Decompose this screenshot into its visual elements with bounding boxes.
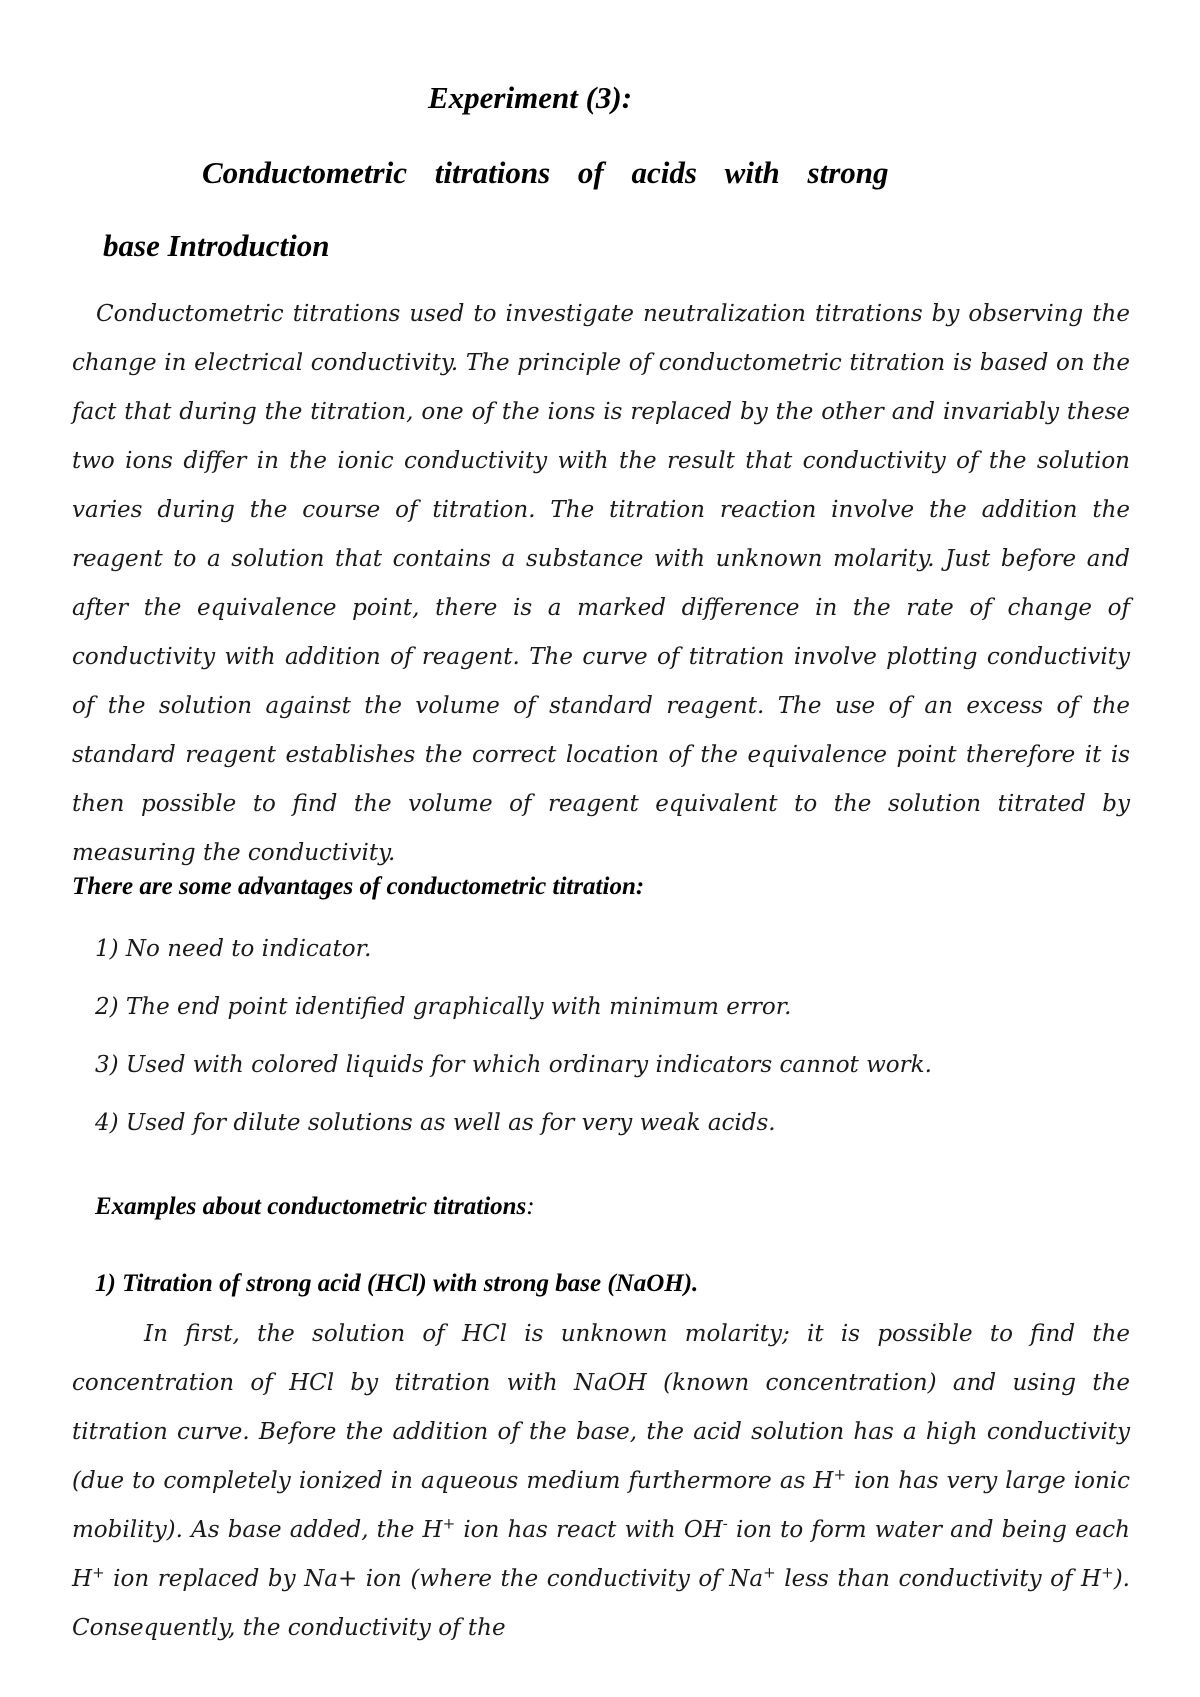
list-item: 4) Used for dilute solutions as well as for very weak acids. — [95, 1110, 776, 1136]
superscript: + — [1101, 1563, 1114, 1582]
paragraph-text: ion has react with OH — [455, 1517, 723, 1543]
superscript: + — [763, 1563, 776, 1582]
paragraph-text: In first, the solution of HCl is unknown molarity; it is possible to find the concentration of HCl by titration with NaOH (known concentration) and using the titration curve. Before the addition of the base, the acid solution has a high conductivity (due to completely ionized in aqueous medium furthermore as H — [72, 1321, 1130, 1494]
intro-paragraph: Conductometric titrations used to investigate neutralization titrations by observing the change in electrical conductivity. The principle of conductometric titration is based on the fact that during the titration, one of the ions is replaced by the other and invariably these two ions differ in the ionic conductivity with the result that conductivity of the solution varies during the course of titration. The titration reaction involve the addition the reagent to a solution that contains a substance with unknown molarity. Just before and after the equivalence point, there is a marked difference in the rate of change of conductivity with addition of reagent. The curve of titration involve plotting conductivity of the solution against the volume of standard reagent. The use of an excess of the standard reagent establishes the correct location of the equivalence point therefore it is then possible to find the volume of reagent equivalent to the solution titrated by measuring the conductivity. — [72, 301, 1130, 866]
examples-heading — [95, 1193, 535, 1221]
paragraph-text: ion has very large ionic mobility). As base added, the H — [72, 1468, 1130, 1543]
list-item: 1) No need to indicator. — [95, 936, 372, 962]
paragraph-text: ion replaced by Na+ ion (where the conductivity of Na — [104, 1566, 764, 1592]
title-heading: Conductometric titrations of acids with strong — [202, 155, 889, 190]
advantages-heading: There are some advantages of conductometric titration: — [72, 873, 645, 900]
title-continuation-heading: base Introduction — [103, 228, 330, 263]
superscript: + — [833, 1465, 847, 1484]
example-1-paragraph — [72, 1310, 1130, 1653]
list-item: 3) Used with colored liquids for which ordinary indicators cannot work. — [95, 1052, 932, 1078]
superscript: + — [92, 1563, 105, 1582]
superscript: - — [722, 1514, 728, 1533]
examples-heading-colon: : — [526, 1193, 535, 1220]
superscript: + — [442, 1514, 456, 1533]
paragraph-text: less than conductivity of H — [775, 1566, 1102, 1592]
paragraph-text: ion to form water and being each H — [72, 1517, 1130, 1592]
paragraph-text: ). Consequently, the conductivity of the — [72, 1566, 1130, 1641]
list-item: 2) The end point identified graphically with minimum error. — [95, 994, 792, 1020]
experiment-heading: Experiment (3): — [428, 80, 633, 115]
examples-heading-text: Examples about conductometric titrations — [95, 1193, 527, 1220]
advantages-list — [95, 920, 932, 1152]
example-1-title: 1) Titration of strong acid (HCl) with strong base (NaOH). — [95, 1270, 699, 1297]
